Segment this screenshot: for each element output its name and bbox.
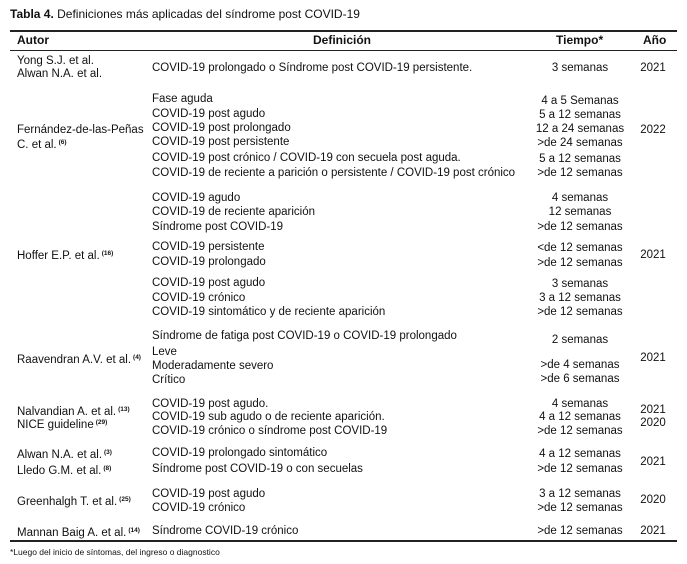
definition-cell: COVID-19 post prolongado xyxy=(152,122,291,134)
time-cell: <de 12 semanas xyxy=(537,242,623,254)
header-rule xyxy=(10,50,677,51)
time-cell: >de 12 semanas xyxy=(537,502,623,514)
definition-cell: COVID-19 crónico xyxy=(152,292,246,304)
time-cell: >de 12 semanas xyxy=(537,525,623,537)
definition-cell: COVID-19 prolongado sintomático xyxy=(152,447,328,459)
author-name: Alwan N.A. et al. xyxy=(17,449,103,461)
definition-cell: COVID-19 crónico o síndrome post COVID-19 xyxy=(152,425,388,437)
author-name: NICE guideline xyxy=(17,419,94,431)
reference-superscript: (6) xyxy=(58,139,67,146)
time-cell: 5 a 12 semanas xyxy=(539,109,621,121)
header-definicion: Definición xyxy=(313,33,372,47)
author-name: Raavendran A.V. et al. xyxy=(17,354,132,366)
author-cell xyxy=(17,462,111,478)
definition-cell: Crítico xyxy=(152,374,186,386)
reference-superscript: (3) xyxy=(104,449,112,456)
time-cell: 2 semanas xyxy=(551,334,609,346)
header-autor: Autor xyxy=(17,33,49,47)
table-caption xyxy=(10,7,360,21)
year-cell: 2021 xyxy=(640,352,666,364)
reference-superscript: (8) xyxy=(103,465,112,472)
author-name: Alwan N.A. et al. xyxy=(17,68,103,80)
author-cell xyxy=(17,416,107,432)
author-cell xyxy=(17,67,102,81)
header-anio: Año xyxy=(643,33,667,47)
time-cell: >de 12 semanas xyxy=(537,257,623,269)
time-cell: 12 semanas xyxy=(548,206,612,218)
definition-cell: COVID-19 prolongado o Síndrome post COVID-19 persistente. xyxy=(152,62,473,74)
author-name: C. et al. xyxy=(17,139,57,151)
bottom-rule xyxy=(10,540,677,542)
definition-cell: COVID-19 post agudo xyxy=(152,277,266,289)
author-name: Lledo G.M. et al. xyxy=(17,465,102,477)
definition-cell: Fase aguda xyxy=(152,93,213,105)
time-cell: >de 24 semanas xyxy=(537,137,623,149)
author-name: Greenhalgh T. et al. xyxy=(17,496,118,508)
time-cell: >de 12 semanas xyxy=(537,425,623,437)
author-name: Fernández-de-las-Peñas xyxy=(17,124,144,136)
time-cell: 4 a 5 Semanas xyxy=(541,95,619,107)
definition-cell: Síndrome post COVID-19 xyxy=(152,221,284,233)
time-cell: >de 12 semanas xyxy=(537,221,623,233)
year-cell: 2022 xyxy=(640,124,666,136)
author-cell xyxy=(17,54,94,68)
definition-cell: COVID-19 de reciente aparición xyxy=(152,206,315,218)
table-footnote: *Luego del inicio de síntomas, del ingreso o diagnostico xyxy=(10,547,220,557)
author-cell xyxy=(17,123,144,137)
year-cell: 2021 xyxy=(640,525,666,537)
time-cell: 3 a 12 semanas xyxy=(539,488,621,500)
definition-cell: COVID-19 crónico xyxy=(152,502,246,514)
author-name: Yong S.J. et al. xyxy=(17,55,94,67)
definition-cell: Síndrome post COVID-19 o con secuelas xyxy=(152,463,363,475)
reference-superscript: (29) xyxy=(95,419,108,426)
reference-superscript: (13) xyxy=(118,406,130,413)
year-cell: 2020 xyxy=(640,494,666,506)
author-name: Nalvandian A. et al. xyxy=(17,406,117,418)
time-cell: 4 semanas xyxy=(551,192,609,204)
definition-cell: COVID-19 post crónico / COVID-19 con secuela post aguda. xyxy=(152,152,461,164)
time-cell: 12 a 24 semanas xyxy=(535,123,625,135)
year-cell: 2021 xyxy=(640,249,666,261)
reference-superscript: (14) xyxy=(128,527,140,534)
definition-cell: COVID-19 sintomático y de reciente aparición xyxy=(152,306,386,318)
author-cell xyxy=(17,136,67,152)
time-cell: 3 semanas xyxy=(551,278,609,290)
time-cell: >de 6 semanas xyxy=(540,373,620,385)
definition-cell: Síndrome de fatiga post COVID-19 o COVID-19 prolongado xyxy=(152,330,457,342)
year-cell: 2021 xyxy=(640,404,666,416)
year-cell: 2020 xyxy=(640,417,666,429)
time-cell: 3 a 12 semanas xyxy=(539,292,621,304)
author-cell xyxy=(17,247,113,263)
definition-cell: COVID-19 prolongado xyxy=(152,256,266,268)
definition-cell: COVID-19 sub agudo o de reciente aparición. xyxy=(152,411,385,423)
definition-cell: COVID-19 persistente xyxy=(152,241,265,253)
caption-label: Tabla 4. xyxy=(10,7,54,21)
definition-cell: COVID-19 post agudo. xyxy=(152,398,269,410)
time-cell: 5 a 12 semanas xyxy=(539,153,621,165)
author-name: Mannan Baig A. et al. xyxy=(17,527,127,539)
author-cell xyxy=(17,493,131,509)
year-cell: 2021 xyxy=(640,62,666,74)
definition-cell: COVID-19 de reciente a parición o persistente / COVID-19 post crónico xyxy=(152,167,516,179)
author-cell xyxy=(17,524,140,540)
reference-superscript: (25) xyxy=(119,496,131,503)
year-cell: 2021 xyxy=(640,456,666,468)
time-cell: 3 semanas xyxy=(551,62,609,74)
definition-cell: Moderadamente severo xyxy=(152,360,274,372)
definition-cell: COVID-19 post agudo xyxy=(152,488,266,500)
definition-cell: Leve xyxy=(152,346,177,358)
time-cell: 4 semanas xyxy=(551,398,609,410)
author-name: Hoffer E.P. et al. xyxy=(17,250,100,262)
author-cell xyxy=(17,351,141,367)
definition-cell: COVID-19 post agudo xyxy=(152,108,266,120)
reference-superscript: (16) xyxy=(101,250,114,257)
caption-text: Definiciones más aplicadas del síndrome post COVID-19 xyxy=(53,7,360,21)
time-cell: 4 a 12 semanas xyxy=(539,411,621,423)
time-cell: >de 4 semanas xyxy=(540,359,620,371)
time-cell: >de 12 semanas xyxy=(537,463,623,475)
definition-cell: COVID-19 post persistente xyxy=(152,136,290,148)
definition-cell: COVID-19 agudo xyxy=(152,192,241,204)
header-tiempo: Tiempo* xyxy=(556,33,604,47)
time-cell: >de 12 semanas xyxy=(537,167,623,179)
time-cell: 4 a 12 semanas xyxy=(539,448,621,460)
time-cell: >de 12 semanas xyxy=(537,306,623,318)
reference-superscript: (4) xyxy=(133,354,141,361)
top-rule xyxy=(10,30,677,32)
definition-cell: Síndrome COVID-19 crónico xyxy=(152,525,299,537)
author-cell xyxy=(17,446,112,462)
